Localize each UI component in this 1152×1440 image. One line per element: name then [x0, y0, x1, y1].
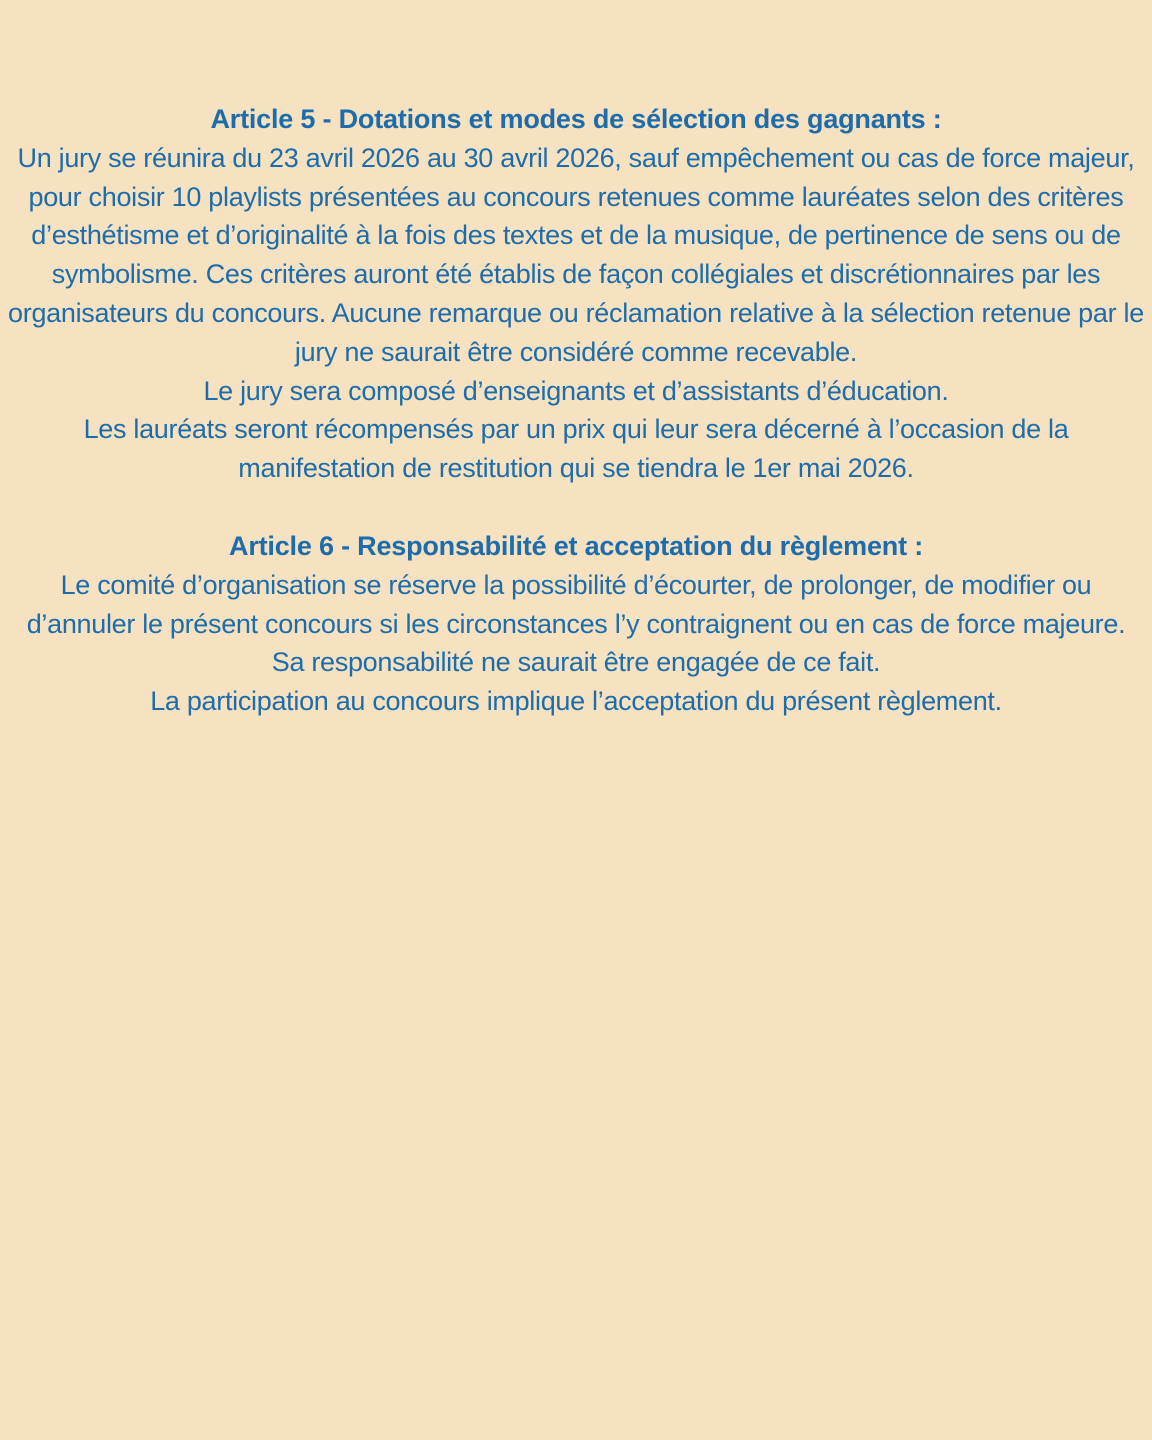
article-6-heading: Article 6 - Responsabilité et acceptation du règlement :: [229, 530, 923, 561]
article-6-section: [6, 527, 1146, 721]
article-6-paragraph-modification: Le comité d’organisation se réserve la possibilité d’écourter, de prolonger, de modifier ou d’annuler le présent concours si les circonstances l’y contraignent ou en cas de force majeure.: [26, 569, 1126, 639]
article-5-heading: Article 5 - Dotations et modes de sélection des gagnants :: [210, 104, 942, 134]
article-5-paragraph-jury-selection: Un jury se réunira du 23 avril 2026 au 30 avril 2026, sauf empêchement ou cas de force majeur, pour choisir 10 playlists présentées au concours retenues comme lauréates selon des critères d’esthétisme et d’originalité à la fois des textes et de la musique, de pertinence de sens ou de symbolisme. Ces critères auront été établis de façon collégiales et discrétionnaires par les organisateurs du concours. Aucune remarque ou réclamation relative à la sélection retenue par le jury ne saurait être considéré comme recevable.: [8, 142, 1144, 367]
article-5-section: [6, 100, 1146, 488]
article-5-paragraph-jury-composition: Le jury sera composé d’enseignants et d’assistants d’éducation.: [203, 375, 949, 406]
article-6-paragraph-responsibility: Sa responsabilité ne saurait être engagée de ce fait.: [271, 647, 881, 678]
article-5-paragraph-prize: Les lauréats seront récompensés par un prix qui leur sera décerné à l’occasion de la manifestation de restitution qui se tiendra le 1er mai 2026.: [83, 414, 1069, 484]
article-6-paragraph-acceptance: La participation au concours implique l’acceptation du présent règlement.: [150, 686, 1002, 717]
